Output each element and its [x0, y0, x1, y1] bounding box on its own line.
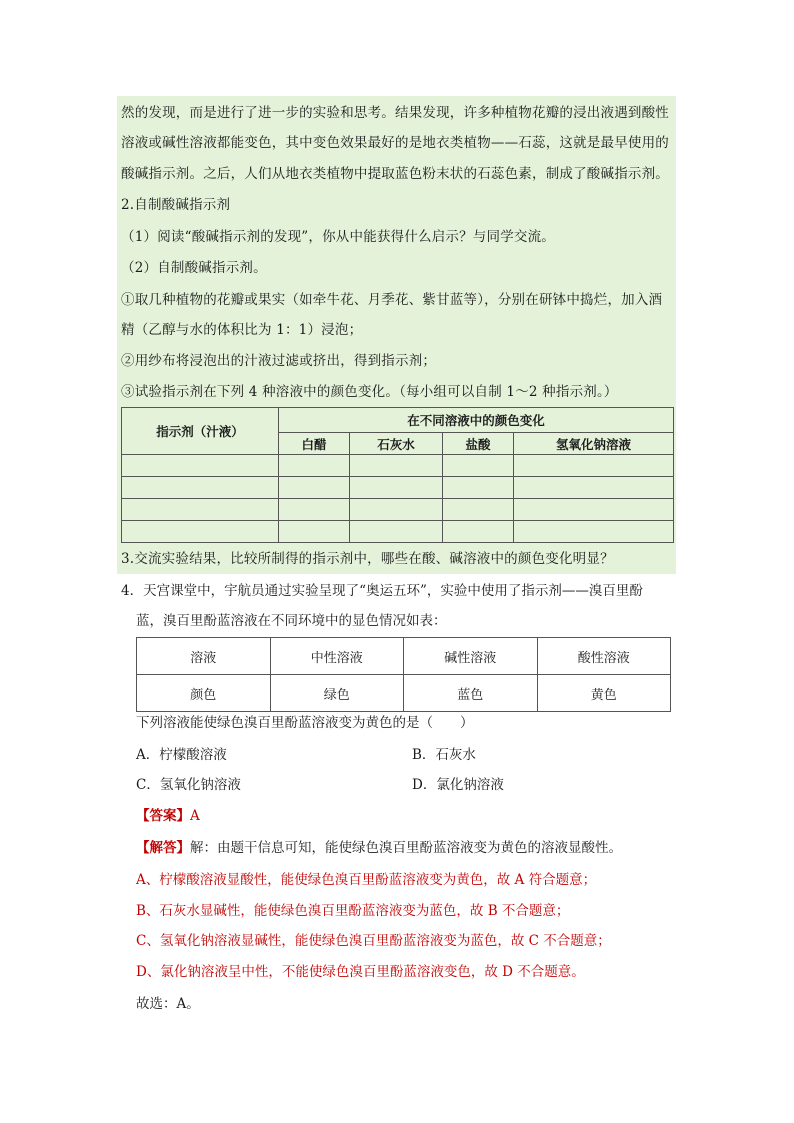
section-2-title: 2.自制酸碱指示剂: [121, 197, 231, 213]
indicator-column-header: 指示剂（汁液）: [122, 408, 279, 455]
section-3: 3.交流实验结果，比较所制得的指示剂中，哪些在酸、碱溶液中的颜色变化明显？: [121, 551, 614, 567]
table-row: [137, 638, 671, 675]
answer-line: [136, 807, 200, 825]
step-2: ②用纱布将浸泡出的汁液过滤或挤出，得到指示剂；: [121, 353, 437, 369]
table-row: [122, 455, 674, 477]
solution-line: [136, 839, 622, 857]
answer-value: A: [190, 808, 200, 824]
table-cell: 溶液: [137, 638, 271, 675]
step-3: ③试验指示剂在下列 4 种溶液中的颜色变化。（每小组可以自制 1～2 种指示剂。）: [121, 384, 618, 400]
table-cell: 蓝色: [404, 675, 538, 712]
answer-label: 【答案】: [136, 808, 190, 824]
option-c: C．氢氧化钠溶液: [136, 777, 241, 793]
option-a: A．柠檬酸溶液: [136, 747, 227, 763]
table-cell: 黄色: [537, 675, 671, 712]
solution-a: A、柠檬酸溶液显酸性，能使绿色溴百里酚蓝溶液变为黄色，故 A 符合题意；: [136, 872, 597, 888]
solution-header-naoh: 氢氧化钠溶液: [514, 433, 674, 455]
question-4-line-2: 蓝，溴百里酚蓝溶液在不同环境中的显色情况如表：: [136, 613, 447, 629]
solution-b: B、石灰水显碱性，能使绿色溴百里酚蓝溶液变为蓝色，故 B 不合题意；: [136, 903, 570, 919]
option-d: D．氯化钠溶液: [412, 777, 504, 793]
intro-line-2: 溶液或碱性溶液都能变色，其中变色效果最好的是地衣类植物——石蕊，这就是最早使用的: [121, 135, 669, 151]
table-cell: 中性溶液: [270, 638, 404, 675]
indicator-table: [121, 407, 674, 543]
solution-header-vinegar: 白醋: [279, 433, 350, 455]
solution-d: D、氯化钠溶液呈中性，不能使绿色溴百里酚蓝溶液变色，故 D 不合题意。: [136, 964, 585, 980]
solution-header-limewater: 石灰水: [350, 433, 443, 455]
table-cell: 绿色: [270, 675, 404, 712]
table-row: [122, 477, 674, 499]
solution-label: 【解答】: [136, 840, 190, 856]
solution-c: C、氢氧化钠溶液显碱性，能使绿色溴百里酚蓝溶液变为蓝色，故 C 不合题意；: [136, 933, 611, 949]
question-prompt: 下列溶液能使绿色溴百里酚蓝溶液变为黄色的是（ ）: [136, 715, 474, 731]
section-2-item-1: （1）阅读“酸碱指示剂的发现”，你从中能获得什么启示？与同学交流。: [121, 229, 555, 245]
intro-line-3: 酸碱指示剂。之后，人们从地衣类植物中提取蓝色粉末状的石蕊色素，制成了酸碱指示剂。: [121, 166, 669, 182]
intro-line-1: 然的发现，而是进行了进一步的实验和思考。结果发现，许多种植物花瓣的浸出液遇到酸性: [121, 105, 669, 121]
solution-header-hcl: 盐酸: [443, 433, 514, 455]
table-cell: 酸性溶液: [537, 638, 671, 675]
solution-text: 解：由题干信息可知，能使绿色溴百里酚蓝溶液变为黄色的溶液显酸性。: [190, 840, 622, 856]
question-4-line-1: 4．天宫课堂中，宇航员通过实验呈现了“奥运五环”，实验中使用了指示剂——溴百里酚: [121, 583, 643, 599]
table-cell: 颜色: [137, 675, 271, 712]
option-b: B．石灰水: [412, 747, 476, 763]
table-row: [122, 499, 674, 521]
conclusion: 故选：A。: [136, 996, 200, 1012]
color-table: [136, 637, 671, 712]
table-row: [122, 521, 674, 543]
section-2-item-2: （2）自制酸碱指示剂。: [121, 260, 267, 276]
step-1-line-a: ①取几种植物的花瓣或果实（如牵牛花、月季花、紫甘蓝等），分别在研钵中捣烂，加入酒: [121, 292, 663, 308]
color-change-header: 在不同溶液中的颜色变化: [279, 408, 674, 433]
table-cell: 碱性溶液: [404, 638, 538, 675]
step-1-line-b: 精（乙醇与水的体积比为 1：1）浸泡；: [121, 322, 363, 338]
table-row: [137, 675, 671, 712]
